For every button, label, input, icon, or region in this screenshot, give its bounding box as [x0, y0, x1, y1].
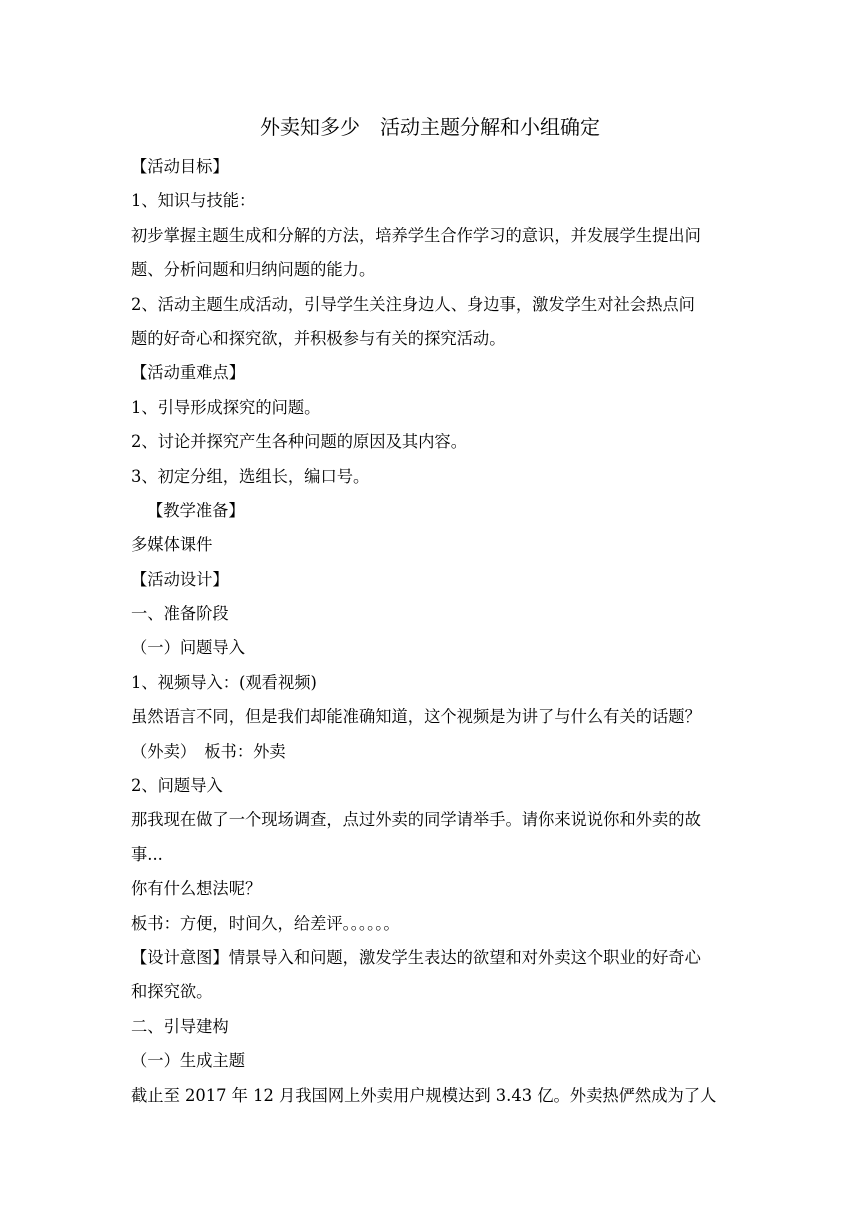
list-item: 1、视频导入：(观看视频) [131, 672, 317, 692]
paragraph-line: 你有什么想法呢？ [131, 879, 262, 899]
list-item: 2、问题导入 [131, 776, 223, 796]
section-heading-design: 【活动设计】 [131, 569, 229, 589]
paragraph-line: 虽然语言不同，但是我们却能准确知道，这个视频是为讲了与什么有关的话题？ [131, 707, 701, 727]
paragraph-line: 事... [131, 844, 163, 864]
section-heading-key-points: 【活动重难点】 [131, 363, 245, 383]
list-item: 1、引导形成探究的问题。 [131, 397, 321, 417]
paragraph-line: 题、分析问题和归纳问题的能力。 [131, 260, 376, 280]
paragraph-line: 【设计意图】情景导入和问题，激发学生表达的欲望和对外卖这个职业的好奇心 [131, 947, 701, 967]
subsection-heading: 一、准备阶段 [131, 604, 229, 624]
document-body [131, 150, 741, 1113]
subsection-heading: （一）问题导入 [131, 638, 245, 658]
list-item: 2、讨论并探究产生各种问题的原因及其内容。 [131, 432, 467, 452]
goal-item-knowledge: 1、知识与技能： [131, 191, 256, 211]
subsection-heading: 二、引导建构 [131, 1016, 229, 1036]
paragraph-line: 截止至 2017 年 12 月我国网上外卖用户规模达到 3.43 亿。外卖热俨然成为了人 [131, 1085, 717, 1105]
paragraph-line: 那我现在做了一个现场调查，点过外卖的同学请举手。请你来说说你和外卖的故 [131, 810, 701, 830]
paragraph-line: 和探究欲。 [131, 982, 213, 1002]
paragraph-line: 板书：方便，时间久，给差评。。。。。。 [131, 913, 400, 933]
paragraph-line: 题的好奇心和探究欲，并积极参与有关的探究活动。 [131, 328, 506, 348]
document-title: 外卖知多少 活动主题分解和小组确定 [260, 115, 600, 139]
paragraph-line: 多媒体课件 [131, 535, 213, 555]
subsection-heading: （一）生成主题 [131, 1051, 245, 1071]
list-item: 3、初定分组，选组长，编口号。 [131, 466, 370, 486]
paragraph-line: 初步掌握主题生成和分解的方法，培养学生合作学习的意识，并发展学生提出问 [131, 225, 701, 245]
paragraph-line: 2、活动主题生成活动，引导学生关注身边人、身边事，激发学生对社会热点问 [131, 294, 695, 314]
section-heading-preparation: 【教学准备】 [147, 500, 245, 520]
section-heading-goals: 【活动目标】 [131, 157, 229, 176]
paragraph-line: （外卖） 板书：外卖 [131, 741, 286, 761]
